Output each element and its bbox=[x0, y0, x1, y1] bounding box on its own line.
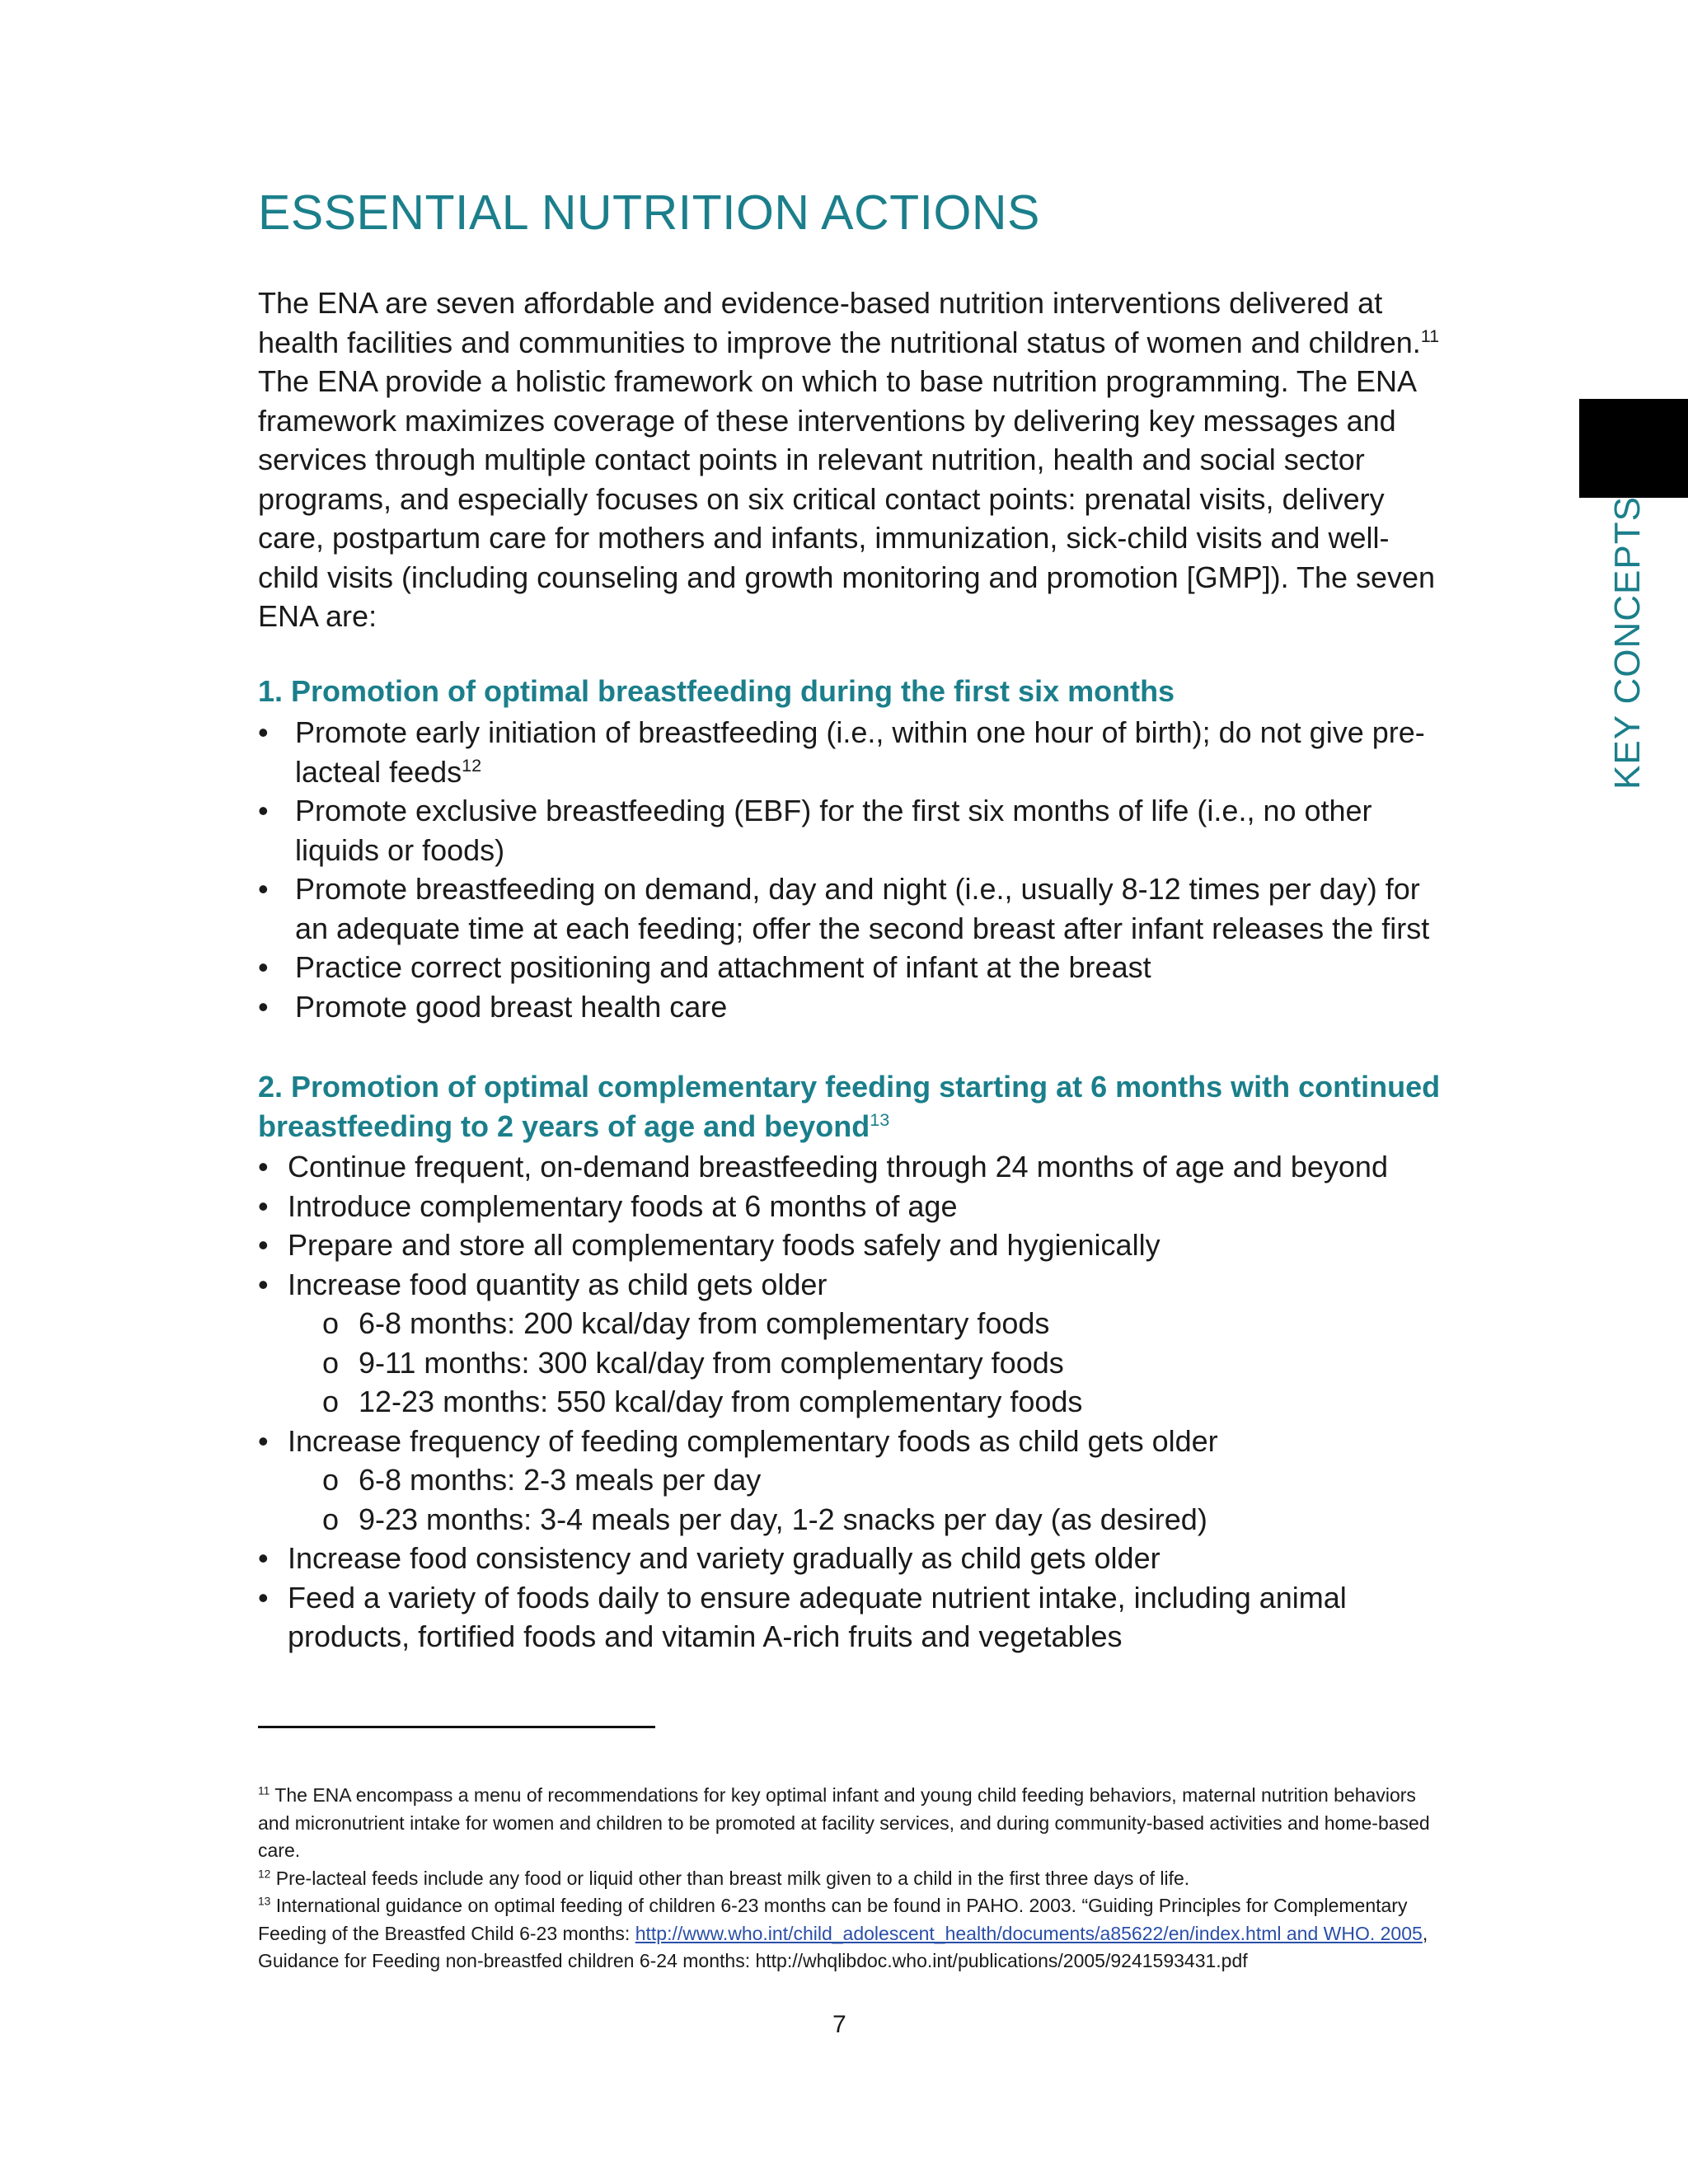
list-item bbox=[258, 1187, 1445, 1226]
bullet-text: Increase food consistency and variety gradually as child gets older bbox=[288, 1541, 1160, 1575]
intro-text-part2: The ENA provide a holistic framework on which to base nutrition programming. The ENA framework maximizes coverage of these interventions by delivering key messages and services through multiple contact points in relevant nutrition, health and social sector programs, and especially focuses on six critical contact points: prenatal visits, delivery care, postpartum care for mothers and infants, immunization, sick-child visits and well-child visits (including counseling and growth monitoring and promotion [GMP]). The seven ENA are: bbox=[258, 364, 1436, 633]
bullet-dot-icon: • bbox=[258, 989, 269, 1024]
frequency-sublist bbox=[288, 1460, 1445, 1539]
sublist-item bbox=[322, 1343, 1445, 1383]
footnote-number: 13 bbox=[258, 1895, 271, 1908]
sublist-text: 6-8 months: 200 kcal/day from complementary foods bbox=[359, 1306, 1050, 1340]
bullet-text: Introduce complementary foods at 6 months of age bbox=[288, 1188, 958, 1223]
bullet-dot-icon: • bbox=[258, 1228, 269, 1262]
bullet-text: Practice correct positioning and attachment of infant at the breast bbox=[295, 950, 1151, 984]
page-title: ESSENTIAL NUTRITION ACTIONS bbox=[258, 185, 1040, 240]
footnote-text: International guidance on optimal feeding of children 6-23 months can be found in PAHO. 2003. “Guiding Principles for Complementary Feeding of the Breastfed Child 6-23 months: bbox=[258, 1895, 1408, 1944]
bullet-text: Promote breastfeeding on demand, day and night (i.e., usually 8-12 times per day) for an adequate time at each feeding; offer the second breast after infant releases the first bbox=[295, 872, 1430, 945]
bullet-dot-icon: • bbox=[258, 872, 269, 906]
bullet-text: Increase frequency of feeding complementary foods as child gets older bbox=[288, 1423, 1218, 1458]
section2-heading bbox=[258, 1067, 1445, 1146]
footnote-ref-13[interactable]: 13 bbox=[870, 1108, 890, 1130]
footnotes bbox=[258, 1782, 1445, 1975]
page-number: 7 bbox=[832, 2011, 846, 2038]
list-item bbox=[258, 948, 1445, 987]
bullet-dot-icon: • bbox=[258, 1580, 269, 1615]
sublist-text: 12-23 months: 550 kcal/day from complementary foods bbox=[359, 1385, 1083, 1418]
bullet-text: Feed a variety of foods daily to ensure adequate nutrient intake, including animal products, fortified foods and vitamin A-rich fruits and vegetables bbox=[288, 1580, 1347, 1653]
sublist-item bbox=[322, 1382, 1445, 1422]
section2-bullet-list bbox=[258, 1147, 1445, 1657]
quantity-sublist bbox=[288, 1304, 1445, 1422]
list-item bbox=[258, 987, 1445, 1027]
list-item bbox=[258, 791, 1445, 869]
list-item bbox=[258, 1578, 1445, 1657]
bullet-text: Increase food quantity as child gets older bbox=[288, 1267, 828, 1301]
bullet-dot-icon: • bbox=[258, 1188, 269, 1223]
footnote-text: Pre-lacteal feeds include any food or liquid other than breast milk given to a child in the first three days of life. bbox=[270, 1867, 1190, 1889]
sublist-text: 9-11 months: 300 kcal/day from complementary foods bbox=[359, 1345, 1064, 1380]
list-item bbox=[258, 1422, 1445, 1540]
section1-bullet-list bbox=[258, 713, 1445, 1026]
bullet-dot-icon: • bbox=[258, 794, 269, 827]
section2-heading-text: 2. Promotion of optimal complementary feeding starting at 6 months with continued breastfeeding to 2 years of age and beyond bbox=[258, 1070, 1441, 1143]
footnote-12 bbox=[258, 1865, 1445, 1893]
footnote-ref-11[interactable]: 11 bbox=[1420, 325, 1440, 346]
footnote-separator bbox=[258, 1726, 655, 1728]
list-item bbox=[258, 1147, 1445, 1187]
bullet-dot-icon: • bbox=[258, 1150, 269, 1183]
footnote-link[interactable]: http://www.who.int/child_adolescent_health/documents/a85622/en/index.html and WHO. 2005 bbox=[635, 1922, 1423, 1944]
sublist-item bbox=[322, 1500, 1445, 1540]
intro-text-part1: The ENA are seven affordable and evidence-based nutrition interventions delivered at health facilities and communities to improve the nutritional status of women and children. bbox=[258, 286, 1421, 359]
bullet-dot-icon: • bbox=[258, 1423, 269, 1458]
footnote-number: 12 bbox=[258, 1867, 271, 1880]
sublist-text: 9-23 months: 3-4 meals per day, 1-2 snacks per day (as desired) bbox=[359, 1502, 1207, 1536]
sublist-text: 6-8 months: 2-3 meals per day bbox=[359, 1463, 762, 1497]
footnote-text: , Guidance for Feeding non-breastfed children 6-24 months: http://whqlibdoc.who.int/publications/2005/9241593431.pdf bbox=[258, 1922, 1428, 1971]
bullet-text: Promote good breast health care bbox=[295, 989, 728, 1024]
sublist-item bbox=[322, 1304, 1445, 1343]
footnote-number: 11 bbox=[258, 1784, 270, 1797]
section-tab-block bbox=[1579, 399, 1688, 498]
section1-heading: 1. Promotion of optimal breastfeeding during the first six months bbox=[258, 674, 1175, 708]
bullet-text: Continue frequent, on-demand breastfeeding through 24 months of age and beyond bbox=[288, 1150, 1388, 1183]
bullet-text: Prepare and store all complementary foods safely and hygienically bbox=[288, 1228, 1160, 1262]
bullet-dot-icon: • bbox=[258, 1541, 269, 1575]
footnote-11 bbox=[258, 1782, 1445, 1865]
bullet-circle-icon: o bbox=[322, 1385, 340, 1418]
bullet-text: Promote exclusive breastfeeding (EBF) for the first six months of life (i.e., no other liquids or foods) bbox=[295, 794, 1372, 867]
bullet-circle-icon: o bbox=[322, 1502, 340, 1536]
bullet-text: Promote early initiation of breastfeeding (i.e., within one hour of birth); do not give pre-lacteal feeds bbox=[295, 715, 1425, 789]
side-tab-label: KEY CONCEPTS bbox=[1607, 496, 1648, 790]
footnote-text: The ENA encompass a menu of recommendations for key optimal infant and young child feeding behaviors, maternal nutrition behaviors and micronutrient intake for women and children to be promoted at facility services, and during community-based activities and home-based care. bbox=[258, 1784, 1430, 1861]
bullet-dot-icon: • bbox=[258, 715, 269, 749]
list-item bbox=[258, 1226, 1445, 1265]
sublist-item bbox=[322, 1460, 1445, 1500]
bullet-circle-icon: o bbox=[322, 1345, 340, 1380]
footnote-13 bbox=[258, 1892, 1445, 1975]
bullet-circle-icon: o bbox=[322, 1306, 340, 1340]
bullet-dot-icon: • bbox=[258, 1267, 269, 1301]
bullet-dot-icon: • bbox=[258, 950, 269, 984]
list-item bbox=[258, 1539, 1445, 1578]
bullet-circle-icon: o bbox=[322, 1463, 340, 1497]
intro-paragraph bbox=[258, 284, 1445, 636]
list-item bbox=[258, 869, 1445, 948]
list-item bbox=[258, 713, 1445, 791]
footnote-ref-12[interactable]: 12 bbox=[462, 754, 482, 776]
list-item bbox=[258, 1265, 1445, 1422]
